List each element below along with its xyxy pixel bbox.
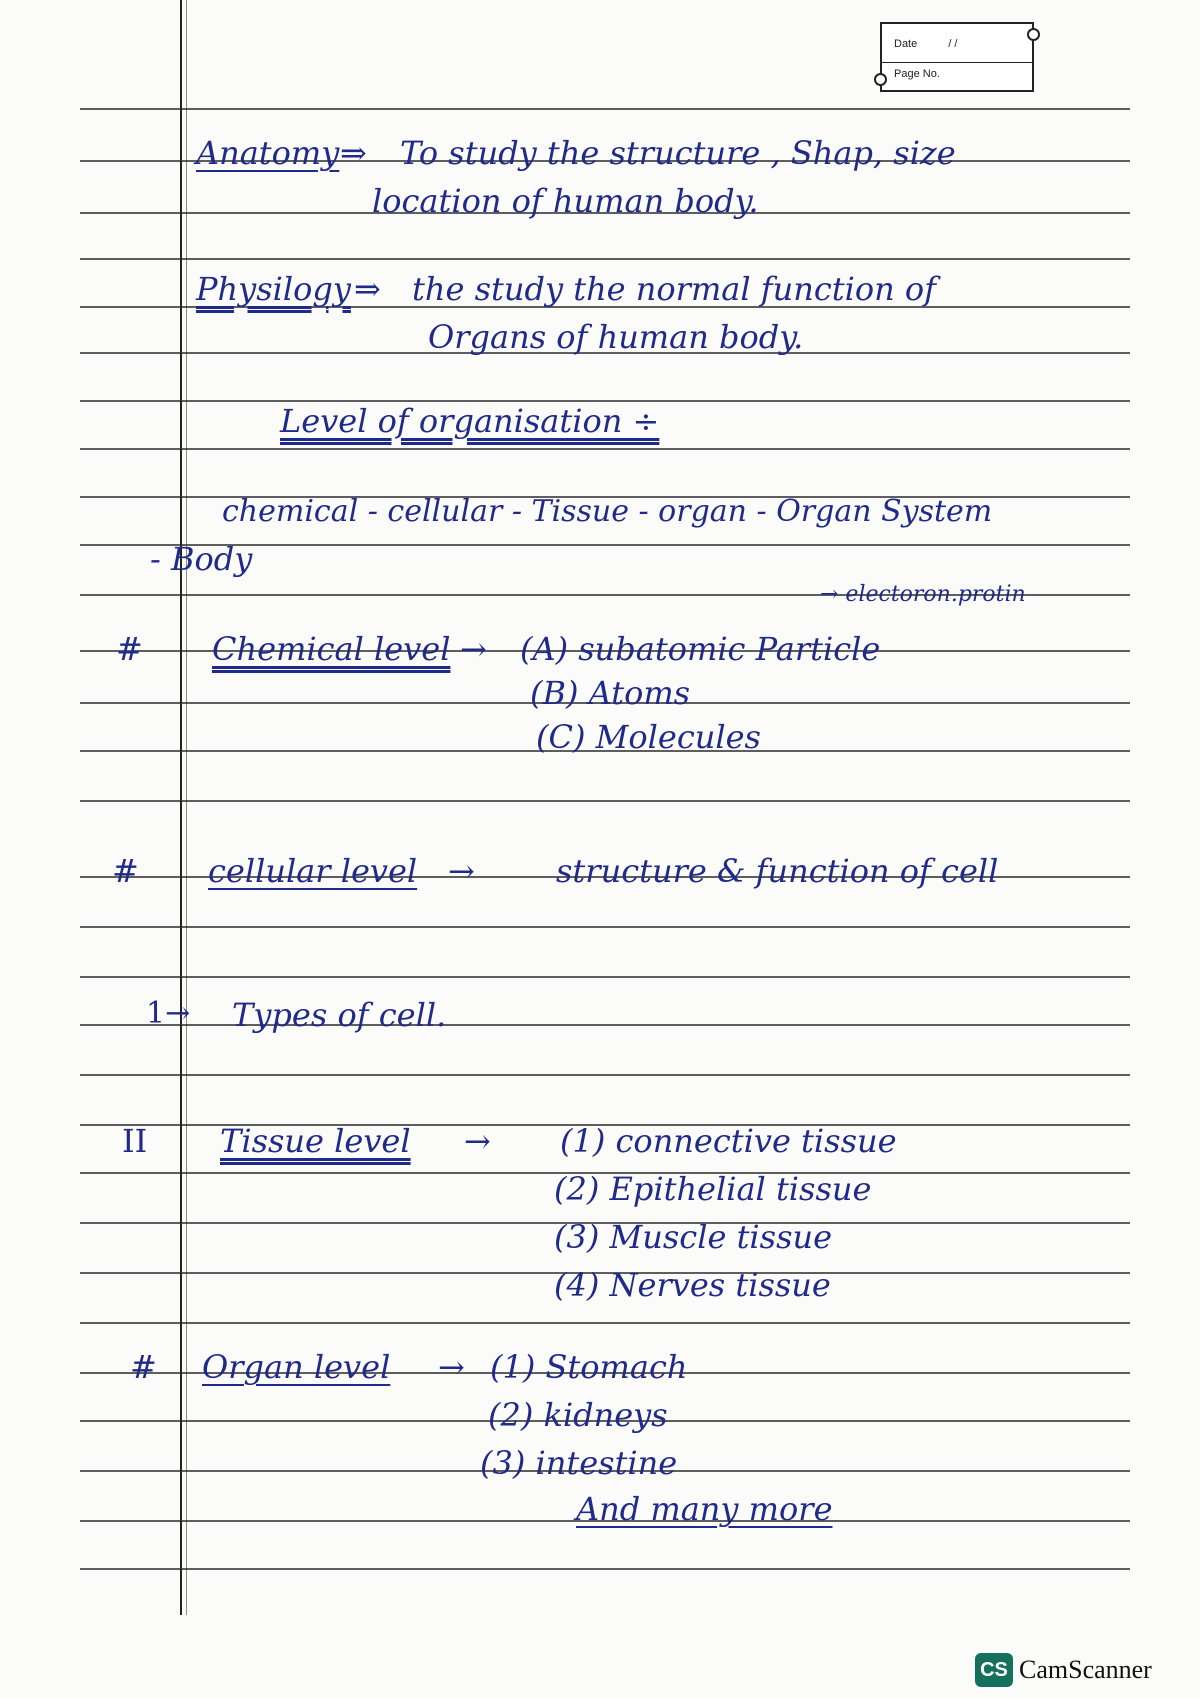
page-no-label: Page No. [894,68,940,80]
binder-ring-icon [874,73,887,86]
date-page-box [880,22,1034,92]
anatomy-line1: To study the structure , Shap, size [400,134,956,172]
tissue-item: (1) connective tissue [560,1122,897,1160]
organ-more: And many more [576,1490,833,1528]
levels-sequence-end: - Body [150,540,253,578]
date-value: / / [948,38,958,50]
chemical-item: (A) subatomic Particle [520,630,881,668]
page-no-row [894,68,940,80]
tissue-item: (3) Muscle tissue [554,1218,833,1256]
cellular-title: cellular level [208,852,418,890]
types-text: Types of cell. [232,996,447,1034]
chemical-note: → electoron.protin [820,582,1026,607]
camscanner-icon: CS [975,1653,1013,1687]
hash-bullet-icon: # [116,630,143,668]
organ-item: (2) kidneys [488,1396,668,1434]
date-row [894,38,957,50]
anatomy-arrow: ⇒ [340,134,367,172]
date-label: Date [894,38,918,50]
organ-title: Organ level [202,1348,391,1386]
physiology-arrow: ⇒ [354,270,381,308]
camscanner-logo [975,1650,1152,1690]
organ-item: (1) Stomach [490,1348,688,1386]
hash-bullet-icon: # [112,852,139,890]
arrow-bullet-icon: 1→ [146,996,191,1031]
cellular-text: structure & function of cell [556,852,999,890]
chemical-title: Chemical level [212,630,451,668]
cellular-arrow: → [448,852,475,890]
tissue-title: Tissue level [220,1122,411,1160]
hash-bullet-icon: # [130,1348,157,1386]
chemical-item: (C) Molecules [536,718,761,756]
chemical-arrow: → [460,630,487,668]
roman-bullet-icon: II [122,1122,148,1160]
levels-heading: Level of organisation ÷ [280,402,660,440]
anatomy-line2: location of human body. [372,182,759,220]
tissue-arrow: → [464,1122,491,1160]
camscanner-brand: CamScanner [1019,1655,1152,1684]
anatomy-term: Anatomy [196,134,340,172]
organ-arrow: → [438,1348,465,1386]
tissue-item: (4) Nerves tissue [554,1266,831,1304]
physiology-line1: the study the normal function of [412,270,937,308]
tissue-item: (2) Epithelial tissue [554,1170,872,1208]
organ-item: (3) intestine [480,1444,678,1482]
chemical-item: (B) Atoms [530,674,691,712]
levels-sequence: chemical - cellular - Tissue - organ - Organ System [222,494,993,529]
physiology-line2: Organs of human body. [428,318,804,356]
physiology-term: Physilogy [196,270,351,308]
binder-ring-icon [1027,28,1040,41]
